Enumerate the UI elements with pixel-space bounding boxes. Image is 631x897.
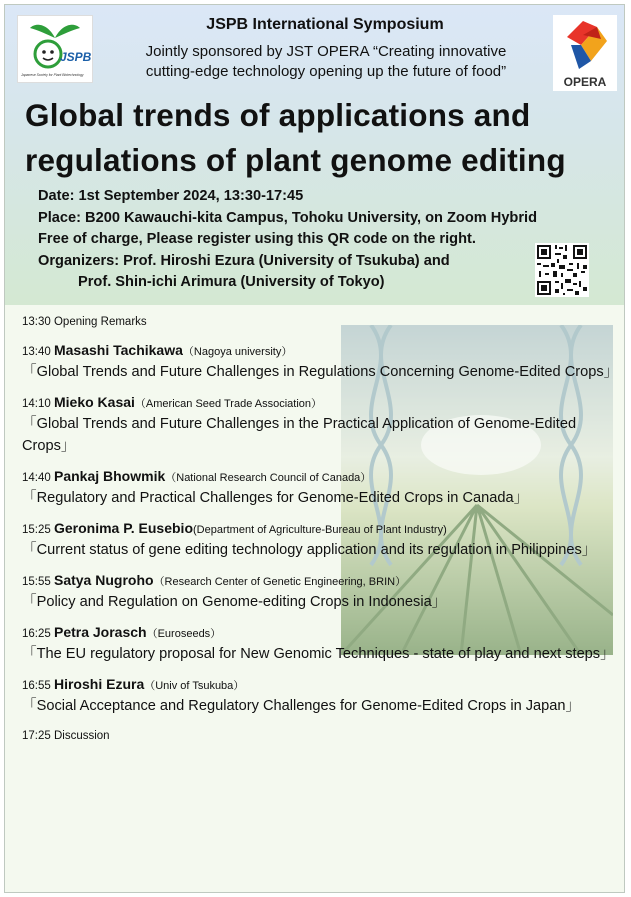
speaker-name: Hiroshi Ezura — [53, 676, 145, 692]
speaker-affiliation: （Univ of Tsukuba） — [144, 680, 245, 692]
qr-code-icon[interactable] — [535, 243, 589, 297]
talk-time: 13:40 — [22, 346, 51, 358]
talk-title: 「The EU regulatory proposal for New Genomic Techniques - state of play and next steps」 — [22, 646, 615, 662]
talk-entry — [22, 467, 617, 509]
header — [5, 5, 624, 305]
opera-logo — [553, 15, 617, 91]
sponsor-line-2: cutting-edge technology opening up the future of food” — [145, 63, 507, 80]
speaker-affiliation: （Research Center of Genetic Engineering, BRIN） — [153, 576, 407, 588]
speaker-affiliation: （Nagoya university） — [182, 346, 293, 358]
main-title-line-2: regulations of plant genome editing — [25, 142, 566, 178]
event-organizers-cont: Prof. Shin-ichi Arimura (University of Tokyo) — [78, 274, 385, 290]
poster — [4, 4, 625, 893]
jspb-logo — [17, 15, 93, 83]
talk-time: 14:10 — [22, 398, 51, 410]
talk-title: 「Current status of gene editing technology application and its regulation in Philippines」 — [22, 542, 597, 558]
event-organizers: Organizers: Prof. Hiroshi Ezura (University of Tsukuba) and — [38, 252, 450, 269]
jspb-logo-text: JSPB — [60, 50, 92, 64]
program-list — [22, 313, 617, 745]
talk-entry — [22, 675, 617, 717]
event-place: Place: B200 Kawauchi-kita Campus, Tohoku University, on Zoom Hybrid — [38, 209, 537, 226]
speaker-name: Pankaj Bhowmik — [53, 468, 166, 484]
sponsor-text — [101, 42, 551, 82]
talk-title: 「Regulatory and Practical Challenges for Genome-Edited Crops in Canada」 — [22, 490, 529, 506]
talk-header — [22, 623, 617, 643]
opening-remarks: 13:30 Opening Remarks — [22, 316, 147, 328]
talk-header — [22, 467, 617, 487]
opera-logo-graphic — [553, 15, 617, 75]
talk-time: 15:25 — [22, 524, 51, 536]
program-section — [5, 305, 624, 893]
talk-header — [22, 341, 617, 361]
opera-logo-text: OPERA — [563, 75, 607, 89]
jspb-logo-subtext: Japanese Society for Plant Biotechnology — [21, 73, 84, 77]
talk-entries — [22, 341, 617, 717]
talk-time: 14:40 — [22, 472, 51, 484]
speaker-name: Masashi Tachikawa — [53, 342, 183, 358]
symposium-title: JSPB International Symposium — [206, 16, 444, 33]
talk-entry — [22, 393, 617, 457]
talk-time: 16:25 — [22, 628, 51, 640]
talk-entry — [22, 519, 617, 561]
talk-header — [22, 519, 617, 539]
discussion-item: 17:25 Discussion — [22, 730, 110, 742]
speaker-name: Satya Nugroho — [53, 572, 154, 588]
main-title-line-1: Global trends of applications and — [25, 97, 531, 133]
speaker-affiliation: （National Research Council of Canada） — [165, 472, 372, 484]
talk-header — [22, 675, 617, 695]
event-date: Date: 1st September 2024, 13:30-17:45 — [38, 188, 304, 204]
speaker-name: Petra Jorasch — [53, 624, 147, 640]
talk-entry — [22, 341, 617, 383]
talk-time: 15:55 — [22, 576, 51, 588]
talk-title: 「Global Trends and Future Challenges in the Practical Application of Genome-Edited Crops」 — [22, 416, 577, 454]
event-info — [38, 186, 618, 294]
talk-title: 「Global Trends and Future Challenges in Regulations Concerning Genome-Edited Crops」 — [22, 364, 619, 380]
talk-time: 16:55 — [22, 680, 51, 692]
talk-entry — [22, 623, 617, 665]
talk-title: 「Policy and Regulation on Genome-editing Crops in Indonesia」 — [22, 594, 447, 610]
talk-header — [22, 571, 617, 591]
event-fee: Free of charge, Please register using this QR code on the right. — [38, 231, 476, 247]
speaker-name: Mieko Kasai — [53, 394, 135, 410]
main-title — [25, 93, 615, 183]
sponsor-line-1: Jointly sponsored by JST OPERA “Creating innovative — [145, 43, 507, 60]
talk-entry — [22, 571, 617, 613]
speaker-affiliation: （Euroseeds） — [146, 628, 222, 640]
qr-code-graphic — [535, 243, 589, 297]
speaker-affiliation: (Department of Agriculture-Bureau of Plant Industry) — [193, 524, 447, 536]
speaker-name: Geronima P. Eusebio — [53, 520, 193, 536]
talk-header — [22, 393, 617, 413]
talk-title: 「Social Acceptance and Regulatory Challenges for Genome-Edited Crops in Japan」 — [22, 698, 581, 714]
speaker-affiliation: （American Seed Trade Association） — [134, 398, 323, 410]
